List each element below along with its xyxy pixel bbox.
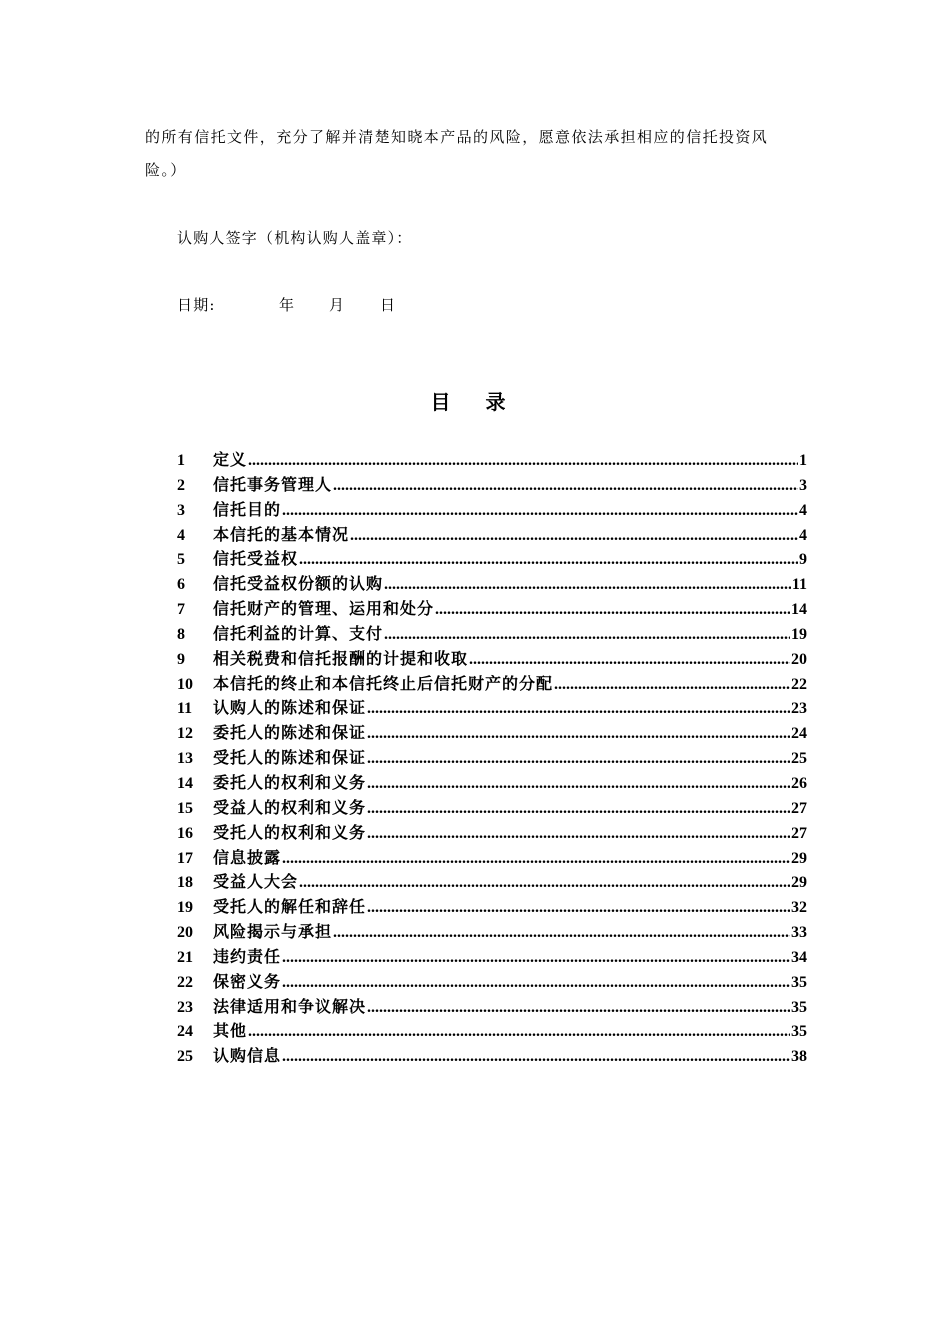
date-month-label: 月 [329, 296, 346, 314]
toc-dot-leader [282, 1048, 790, 1066]
toc-entry-title: 定义 [213, 452, 248, 469]
toc-dot-leader [333, 924, 790, 942]
toc-entry-title: 受益人大会 [213, 874, 299, 892]
toc-entry-page: 23 [791, 700, 807, 718]
toc-entry-title: 保密义务 [213, 973, 282, 991]
toc-dot-leader [282, 502, 798, 520]
toc-dot-leader [367, 800, 790, 818]
toc-entry[interactable] [177, 869, 807, 894]
toc-entry-title: 信托利益的计算、支付 [213, 625, 384, 643]
toc-entry-number: 12 [177, 725, 193, 743]
toc-dot-leader [367, 750, 790, 768]
toc-dot-leader [554, 676, 790, 694]
toc-entry-title: 信托事务管理人 [213, 476, 333, 494]
toc-entry-title: 风险揭示与承担 [213, 924, 333, 942]
toc-entry-page: 11 [791, 576, 807, 594]
toc-entry-number: 10 [177, 675, 193, 693]
toc-dot-leader [367, 899, 790, 917]
toc-entry-number: 22 [177, 973, 193, 991]
toc-entry[interactable] [177, 720, 807, 745]
intro-paragraph [145, 121, 810, 187]
signature-label: 认购人签字（机构认购人盖章）： [177, 229, 413, 247]
toc-entry-number: 1 [177, 452, 185, 469]
toc-entry[interactable] [177, 795, 807, 820]
toc-entry-number: 13 [177, 750, 193, 768]
toc-entry-page: 1 [799, 452, 807, 469]
toc-entry-title: 认购信息 [213, 1048, 282, 1066]
toc-entry[interactable] [177, 820, 807, 845]
table-of-contents [177, 447, 807, 1068]
toc-entry-number: 7 [177, 601, 185, 619]
toc-entry[interactable] [177, 646, 807, 671]
toc-entry-number: 4 [177, 526, 185, 544]
toc-dot-leader [469, 651, 790, 669]
toc-dot-leader [435, 601, 790, 619]
toc-entry-number: 25 [177, 1048, 193, 1066]
toc-entry-title: 信托目的 [213, 501, 282, 519]
toc-entry-title: 受托人的解任和辞任 [213, 899, 367, 917]
toc-entry-title: 其他 [213, 1023, 248, 1041]
toc-entry-number: 8 [177, 625, 185, 643]
toc-dot-leader [282, 949, 790, 967]
toc-entry[interactable] [177, 770, 807, 795]
toc-entry[interactable] [177, 497, 807, 522]
toc-entry-title: 受托人的权利和义务 [213, 824, 367, 842]
toc-entry-page: 25 [791, 750, 807, 768]
toc-entry-page: 29 [791, 874, 807, 892]
toc-entry[interactable] [177, 994, 807, 1019]
toc-entry-title: 受托人的陈述和保证 [213, 750, 367, 768]
toc-entry-page: 35 [791, 1023, 807, 1041]
toc-entry-number: 14 [177, 774, 193, 792]
toc-entry[interactable] [177, 919, 807, 944]
toc-dot-leader [384, 626, 790, 644]
toc-entry-title: 受益人的权利和义务 [213, 799, 367, 817]
toc-entry-page: 14 [791, 601, 807, 619]
toc-entry-page: 19 [791, 625, 807, 643]
toc-entry-page: 26 [791, 774, 807, 792]
toc-entry-page: 20 [791, 650, 807, 668]
toc-entry[interactable] [177, 894, 807, 919]
toc-entry[interactable] [177, 571, 807, 596]
toc-entry[interactable] [177, 1018, 807, 1043]
toc-entry[interactable] [177, 671, 807, 696]
toc-entry-number: 2 [177, 476, 185, 494]
toc-entry-page: 27 [791, 799, 807, 817]
toc-entry-page: 34 [791, 948, 807, 966]
toc-dot-leader [367, 725, 790, 743]
toc-dot-leader [350, 527, 798, 545]
date-year-label: 年 [279, 296, 296, 314]
toc-entry[interactable] [177, 596, 807, 621]
toc-dot-leader [299, 874, 790, 892]
toc-entry[interactable] [177, 546, 807, 571]
toc-entry[interactable] [177, 1043, 807, 1068]
toc-entry-page: 22 [791, 675, 807, 693]
toc-entry[interactable] [177, 944, 807, 969]
toc-entry-page: 4 [799, 526, 807, 544]
toc-entry-number: 6 [177, 576, 185, 594]
toc-entry-page: 4 [799, 501, 807, 519]
toc-entry[interactable] [177, 695, 807, 720]
toc-entry-number: 5 [177, 551, 185, 569]
toc-entry-title: 本信托的终止和本信托终止后信托财产的分配 [213, 675, 554, 693]
toc-dot-leader [367, 700, 790, 718]
toc-entry[interactable] [177, 969, 807, 994]
toc-entry-number: 21 [177, 948, 193, 966]
date-day-label: 日 [380, 296, 397, 314]
date-label: 日期: [177, 296, 216, 314]
toc-entry-number: 24 [177, 1023, 193, 1041]
toc-entry[interactable] [177, 845, 807, 870]
toc-dot-leader [248, 452, 798, 470]
toc-entry-page: 33 [791, 924, 807, 942]
toc-entry-number: 19 [177, 899, 193, 917]
intro-line-1: 的所有信托文件，充分了解并清楚知晓本产品的风险，愿意依法承担相应的信托投资风 [145, 128, 769, 146]
toc-entry-title: 信托财产的管理、运用和处分 [213, 601, 435, 619]
toc-entry-page: 32 [791, 899, 807, 917]
toc-entry-page: 27 [791, 824, 807, 842]
toc-entry-title: 信托受益权份额的认购 [213, 576, 384, 594]
intro-line-2: 险。） [145, 161, 187, 179]
toc-dot-leader [367, 999, 790, 1017]
toc-entry-page: 24 [791, 725, 807, 743]
toc-entry-number: 11 [177, 700, 193, 718]
toc-title: 目 录 [430, 390, 520, 414]
toc-entry-page: 3 [799, 476, 807, 494]
toc-entry-page: 9 [799, 551, 807, 569]
toc-dot-leader [333, 477, 798, 495]
toc-entry-title: 委托人的权利和义务 [213, 774, 367, 792]
toc-dot-leader [384, 576, 791, 594]
toc-entry-title: 相关税费和信托报酬的计提和收取 [213, 650, 469, 668]
toc-dot-leader [248, 1023, 790, 1041]
toc-entry-number: 15 [177, 799, 193, 817]
toc-entry[interactable] [177, 522, 807, 547]
toc-entry-title: 信息披露 [213, 849, 282, 867]
toc-dot-leader [299, 551, 798, 569]
toc-entry-page: 38 [791, 1048, 807, 1066]
toc-entry-number: 18 [177, 874, 193, 892]
toc-dot-leader [282, 850, 790, 868]
toc-entry[interactable] [177, 745, 807, 770]
toc-entry-title: 信托受益权 [213, 551, 299, 569]
toc-entry-title: 委托人的陈述和保证 [213, 725, 367, 743]
toc-entry-title: 认购人的陈述和保证 [213, 700, 367, 718]
toc-entry-page: 29 [791, 849, 807, 867]
toc-dot-leader [282, 974, 790, 992]
toc-entry-number: 20 [177, 924, 193, 942]
toc-dot-leader [367, 825, 790, 843]
toc-entry-title: 法律适用和争议解决 [213, 998, 367, 1016]
toc-entry-page: 35 [791, 998, 807, 1016]
toc-entry-page: 35 [791, 973, 807, 991]
toc-entry[interactable] [177, 621, 807, 646]
toc-entry[interactable] [177, 472, 807, 497]
toc-entry-number: 9 [177, 650, 185, 668]
toc-entry-title: 本信托的基本情况 [213, 526, 350, 544]
toc-entry-number: 3 [177, 501, 185, 519]
toc-dot-leader [367, 775, 790, 793]
toc-entry[interactable] [177, 447, 807, 472]
toc-entry-number: 16 [177, 824, 193, 842]
toc-entry-number: 17 [177, 849, 193, 867]
toc-entry-number: 23 [177, 998, 193, 1016]
toc-entry-title: 违约责任 [213, 948, 282, 966]
